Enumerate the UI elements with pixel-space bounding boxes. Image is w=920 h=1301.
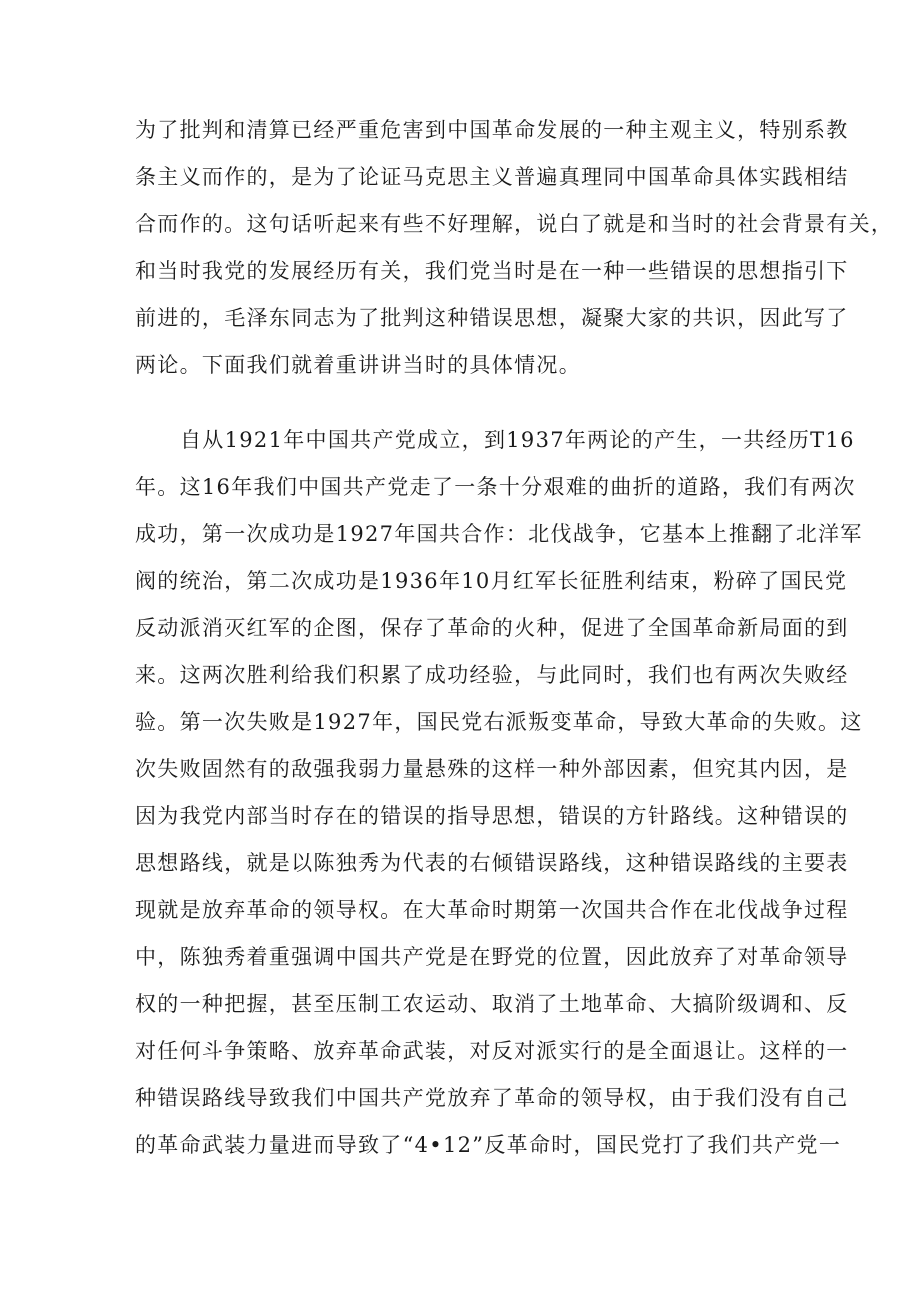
paragraph-2-line: 反动派消灭红军的企图，保存了革命的火种，促进了全国革命新局面的到 [135, 616, 849, 640]
paragraph-2-line: 思想路线，就是以陈独秀为代表的右倾错误路线，这种错误路线的主要表 [135, 851, 849, 875]
paragraph-2-line: 阀的统治，第二次成功是1936年10月红军长征胜利结束，粉碎了国民党 [135, 569, 848, 593]
paragraph-2-line: 因为我党内部当时存在的错误的指导思想，错误的方针路线。这种错误的 [135, 804, 849, 828]
paragraph-2-line: 次失败固然有的敌强我弱力量悬殊的这样一种外部因素，但究其内因，是 [135, 757, 849, 781]
paragraph-2-line: 现就是放弃革命的领导权。在大革命时期第一次国共合作在北伐战争过程 [135, 898, 849, 922]
paragraph-1-line: 条主义而作的，是为了论证马克思主义普遍真理同中国革命具体实践相结 [135, 165, 849, 189]
paragraph-1-line: 前进的，毛泽东同志为了批判这种错误思想，凝聚大家的共识，因此写了 [135, 306, 849, 330]
paragraph-2-line: 验。第一次失败是1927年，国民党右派叛变革命，导致大革命的失败。这 [135, 710, 863, 734]
paragraph-1-line: 和当时我党的发展经历有关，我们党当时是在一种一些错误的思想指引下 [135, 259, 849, 283]
paragraph-2-line: 自从1921年中国共产党成立，到1937年两论的产生，一共经历T16 [180, 428, 855, 452]
paragraph-2-line: 的革命武装力量进而导致了“4•12”反革命时，国民党打了我们共产党一 [135, 1133, 842, 1157]
paragraph-2-line: 对任何斗争策略、放弃革命武装，对反对派实行的是全面退让。这样的一 [135, 1039, 849, 1063]
paragraph-2-line: 年。这16年我们中国共产党走了一条十分艰难的曲折的道路，我们有两次 [135, 475, 856, 499]
paragraph-2-line: 中，陈独秀着重强调中国共产党是在野党的位置，因此放弃了对革命领导 [135, 945, 849, 969]
paragraph-1-line: 合而作的。这句话听起来有些不好理解，说白了就是和当时的社会背景有关， [135, 212, 894, 236]
paragraph-2-line: 来。这两次胜利给我们积累了成功经验，与此同时，我们也有两次失败经 [135, 663, 849, 687]
paragraph-1-line: 为了批判和清算已经严重危害到中国革命发展的一种主观主义，特别系教 [135, 118, 849, 142]
paragraph-2-line: 权的一种把握，甚至压制工农运动、取消了土地革命、大搞阶级调和、反 [135, 992, 849, 1016]
paragraph-2-line: 种错误路线导致我们中国共产党放弃了革命的领导权，由于我们没有自己 [135, 1086, 849, 1110]
paragraph-1-line: 两论。下面我们就着重讲讲当时的具体情况。 [135, 353, 581, 377]
paragraph-2-line: 成功，第一次成功是1927年国共合作：北伐战争，它基本上推翻了北洋军 [135, 522, 863, 546]
